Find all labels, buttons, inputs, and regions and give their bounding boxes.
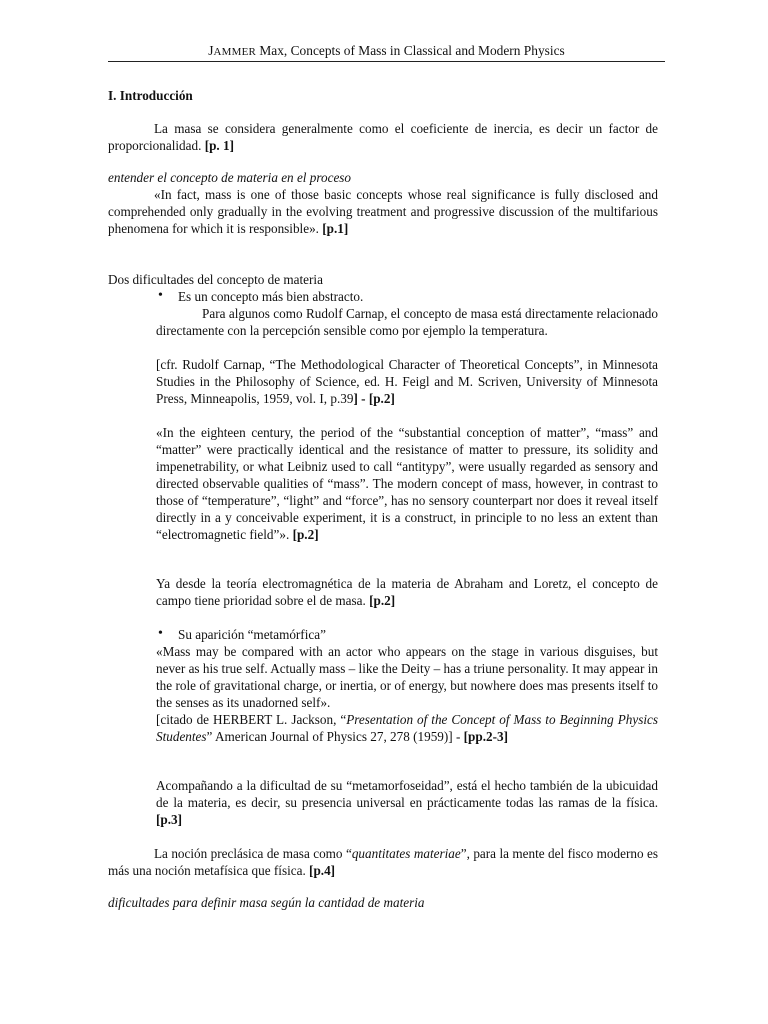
intro-paragraph-ref: [p. 1] (204, 138, 234, 153)
difficulties-heading: Dos dificultades del concepto de materia (108, 272, 323, 287)
ubiquity-paragraph-text: Acompañando a la dificultad de su “metamorfoseidad”, está el hecho también de la ubicuidad de la materia, es decir, su presencia universal en prácticamente todas las ramas de la física. (156, 778, 658, 810)
ubiquity-paragraph-ref: [p.3] (156, 812, 183, 827)
preclassic-paragraph (108, 845, 658, 879)
ubiquity-paragraph (156, 777, 658, 828)
jackson-reference-title: Presentation of the Concept of Mass to Beginning Physics Studentes (156, 712, 658, 744)
preclassic-ref: [p.4] (309, 863, 336, 878)
abraham-paragraph (156, 575, 658, 609)
page-header (108, 42, 665, 62)
jackson-reference-page: [pp.2-3] (463, 729, 508, 744)
bullet-2-text: Su aparición “metamórfica” (178, 627, 326, 642)
preclassic-text-italic: quantitates materiae (351, 846, 461, 861)
quote-1 (108, 186, 658, 237)
section-heading: I. Introducción (108, 88, 193, 103)
abraham-paragraph-ref: [p.2] (369, 593, 396, 608)
bullet-1-text: Es un concepto más bien abstracto. (178, 289, 364, 304)
quote-2-text: «In the eighteen century, the period of the “substantial conception of matter”, “mass” and “matter” were practically identical and the resistance of matter to pressure, its solidity and impenetrability, or what Leibniz used to call “antitypy”, were usually regarded as sensory and directed observable qualities of “mass”. The modern concept of mass, however, in contrast to those of “temperature”, “light” and “force”, has no sensory counterpart nor does it reveal itself directly in a y conceivable experiment, it is a construct, in principle to no less an extent than “electromagnetic field”». (156, 425, 658, 542)
abraham-paragraph-text: Ya desde la teoría electromagnética de la materia de Abraham and Loretz, el concepto de campo tiene prioridad sobre el de masa. (156, 576, 658, 608)
quote-1-text: «In fact, mass is one of those basic concepts whose real significance is fully disclosed and comprehended only gradually in the evolving treatment and progressive discussion of the multifarious phenomena for which it is responsible». (108, 187, 658, 236)
intro-paragraph-text: La masa se considera generalmente como el coeficiente de inercia, es decir un factor de proporcionalidad. (108, 121, 658, 153)
preclassic-text-pre: La noción preclásica de masa como “ (154, 846, 352, 861)
italic-note-2: dificultades para definir masa según la cantidad de materia (108, 895, 425, 910)
bullet-1-marker: • (158, 288, 163, 303)
carnap-reference (156, 356, 658, 407)
jackson-reference (156, 711, 658, 745)
quote-3: «Mass may be compared with an actor who appears on the stage in various disguises, but never as his true self. Actually mass – like the Deity – has a triune personality. It may appear in the role of gravitational charge, or inertia, or of energy, but nowhere does mas presents itself to the senses as its unadorned self». (156, 644, 658, 710)
quote-2-ref: [p.2] (292, 527, 319, 542)
quote-1-ref: [p.1] (322, 221, 349, 236)
carnap-reference-page: ] - [p.2] (353, 391, 395, 406)
header-author-initial: J (208, 43, 214, 58)
carnap-reference-text: [cfr. Rudolf Carnap, “The Methodological Character of Theoretical Concepts”, in Minnesota Studies in the Philosophy of Science, ed. H. Feigl and M. Scriven, University of Minnesota Press, Minneapolis, 1959, vol. I, p.39 (156, 357, 658, 406)
jackson-reference-pre: [citado de HERBERT L. Jackson, “ (156, 712, 347, 727)
jackson-reference-post: ” American Journal of Physics 27, 278 (1959)] - (206, 729, 464, 744)
quote-2 (156, 424, 658, 543)
intro-paragraph (108, 120, 658, 154)
header-title: Max, Concepts of Mass in Classical and Modern Physics (256, 43, 565, 58)
italic-note-1: entender el concepto de materia en el proceso (108, 170, 352, 185)
header-author-surname: AMMER (213, 46, 257, 58)
bullet-2-marker: • (158, 626, 163, 641)
carnap-paragraph: Para algunos como Rudolf Carnap, el concepto de masa está directamente relacionado directamente con la percepción sensible como por ejemplo la temperatura. (156, 306, 658, 338)
preclassic-text-post: ”, para la mente del fisco moderno es más una noción metafísica que física. (108, 846, 658, 878)
